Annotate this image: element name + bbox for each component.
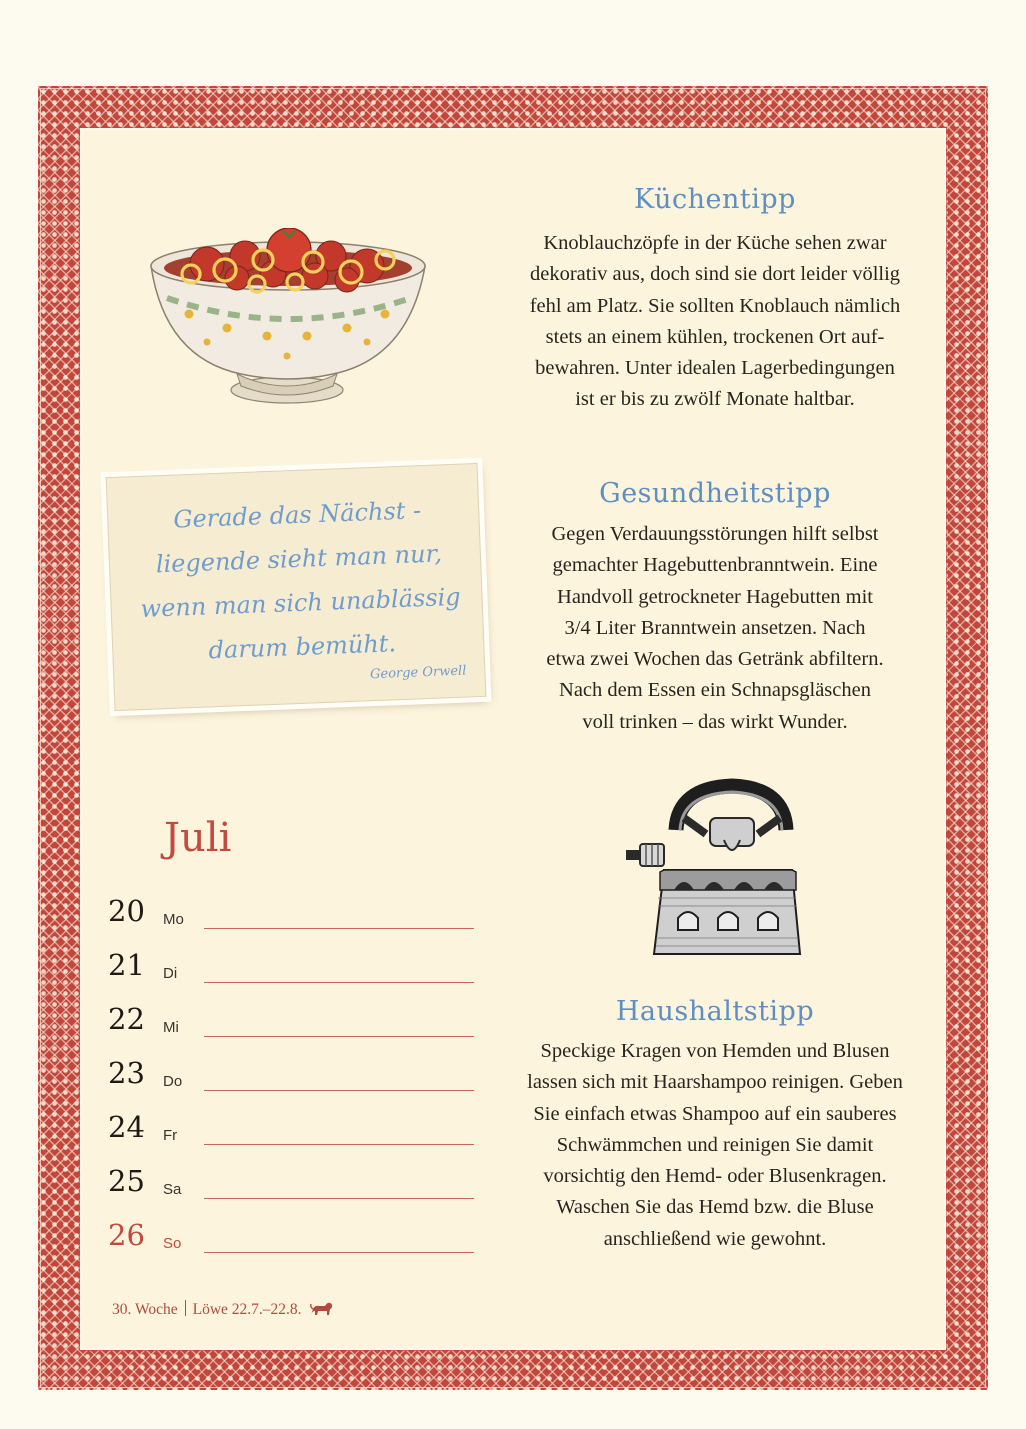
household-tip-title: Haushaltstipp (615, 996, 815, 1027)
bowl-illustration-icon (145, 228, 435, 408)
weekday-label: Sa (163, 1181, 182, 1198)
day-number: 25 (108, 1164, 145, 1198)
health-tip-text: Gegen Verdauungsstörungen hilft selbst gemachter Hagebuttenbranntwein. Eine Handvoll getrockneter Hagebutten mit 3/4 Liter Branntwein ansetzen. Nach etwa zwei Wochen das Getränk abfiltern. Nach dem Essen ein Schnapsgläschen voll trinken – das wirkt Wunder. (546, 523, 884, 733)
household-tip-text: Speckige Kragen von Hemden und Blusen lassen sich mit Haarshampoo reinigen. Geben Sie einfach etwas Shampoo auf ein sauberes Schwämmchen und reinigen Sie damit vorsichtig den Hemd- oder Blusenkragen. Waschen Sie das Hemd bzw. die Bluse anschließend wie gewohnt. (527, 1040, 903, 1250)
writing-line (204, 1252, 474, 1253)
writing-line (204, 1090, 474, 1091)
kitchen-tip-text: Knoblauchzöpfe in der Küche sehen zwar dekorativ aus, doch sind sie dort leider völlig fehl am Platz. Sie sollten Knoblauch nämlich stets an einem kühlen, trockenen Ort auf- bewahren. Unter idealen Lagerbedingungen ist er bis zu zwölf Monate haltbar. (529, 232, 901, 411)
writing-line (204, 1198, 474, 1199)
weekday-label: Do (163, 1073, 183, 1090)
day-row[interactable] (108, 1216, 474, 1256)
day-number: 20 (108, 894, 145, 928)
weekday-label: Di (163, 965, 178, 982)
weekday-label: Fr (163, 1127, 178, 1144)
month-title: Juli (164, 815, 232, 861)
quote-text: Gerade das Nächst - liegende sieht man nur, wenn man sich unablässig darum bemüht. (140, 496, 462, 665)
writing-line (204, 1144, 474, 1145)
health-tip-title: Gesundheitstipp (599, 478, 831, 509)
writing-line (204, 982, 474, 983)
day-number: 24 (108, 1110, 145, 1144)
week-number: 30. Woche (112, 1301, 178, 1318)
quote-card (106, 463, 487, 711)
quote-author: George Orwell (369, 663, 467, 683)
writing-line (204, 928, 474, 929)
day-number: 23 (108, 1056, 145, 1090)
zodiac-range: Löwe 22.7.–22.8. (192, 1301, 302, 1318)
flat-iron-illustration-icon (624, 778, 806, 956)
weekday-label: Mo (163, 911, 184, 928)
leo-lion-icon (309, 1301, 333, 1317)
footer (112, 1300, 333, 1319)
day-row[interactable] (108, 946, 474, 986)
day-row[interactable] (108, 1054, 474, 1094)
weekday-label: Mi (163, 1019, 179, 1036)
writing-line (204, 1036, 474, 1037)
day-row[interactable] (108, 1000, 474, 1040)
day-number: 21 (108, 948, 145, 982)
day-row[interactable] (108, 892, 474, 932)
day-row[interactable] (108, 1108, 474, 1148)
day-number: 26 (108, 1218, 145, 1252)
weekday-label: So (163, 1235, 182, 1252)
day-number: 22 (108, 1002, 145, 1036)
footer-divider (185, 1300, 186, 1316)
kitchen-tip-title: Küchentipp (634, 184, 796, 215)
day-row[interactable] (108, 1162, 474, 1202)
